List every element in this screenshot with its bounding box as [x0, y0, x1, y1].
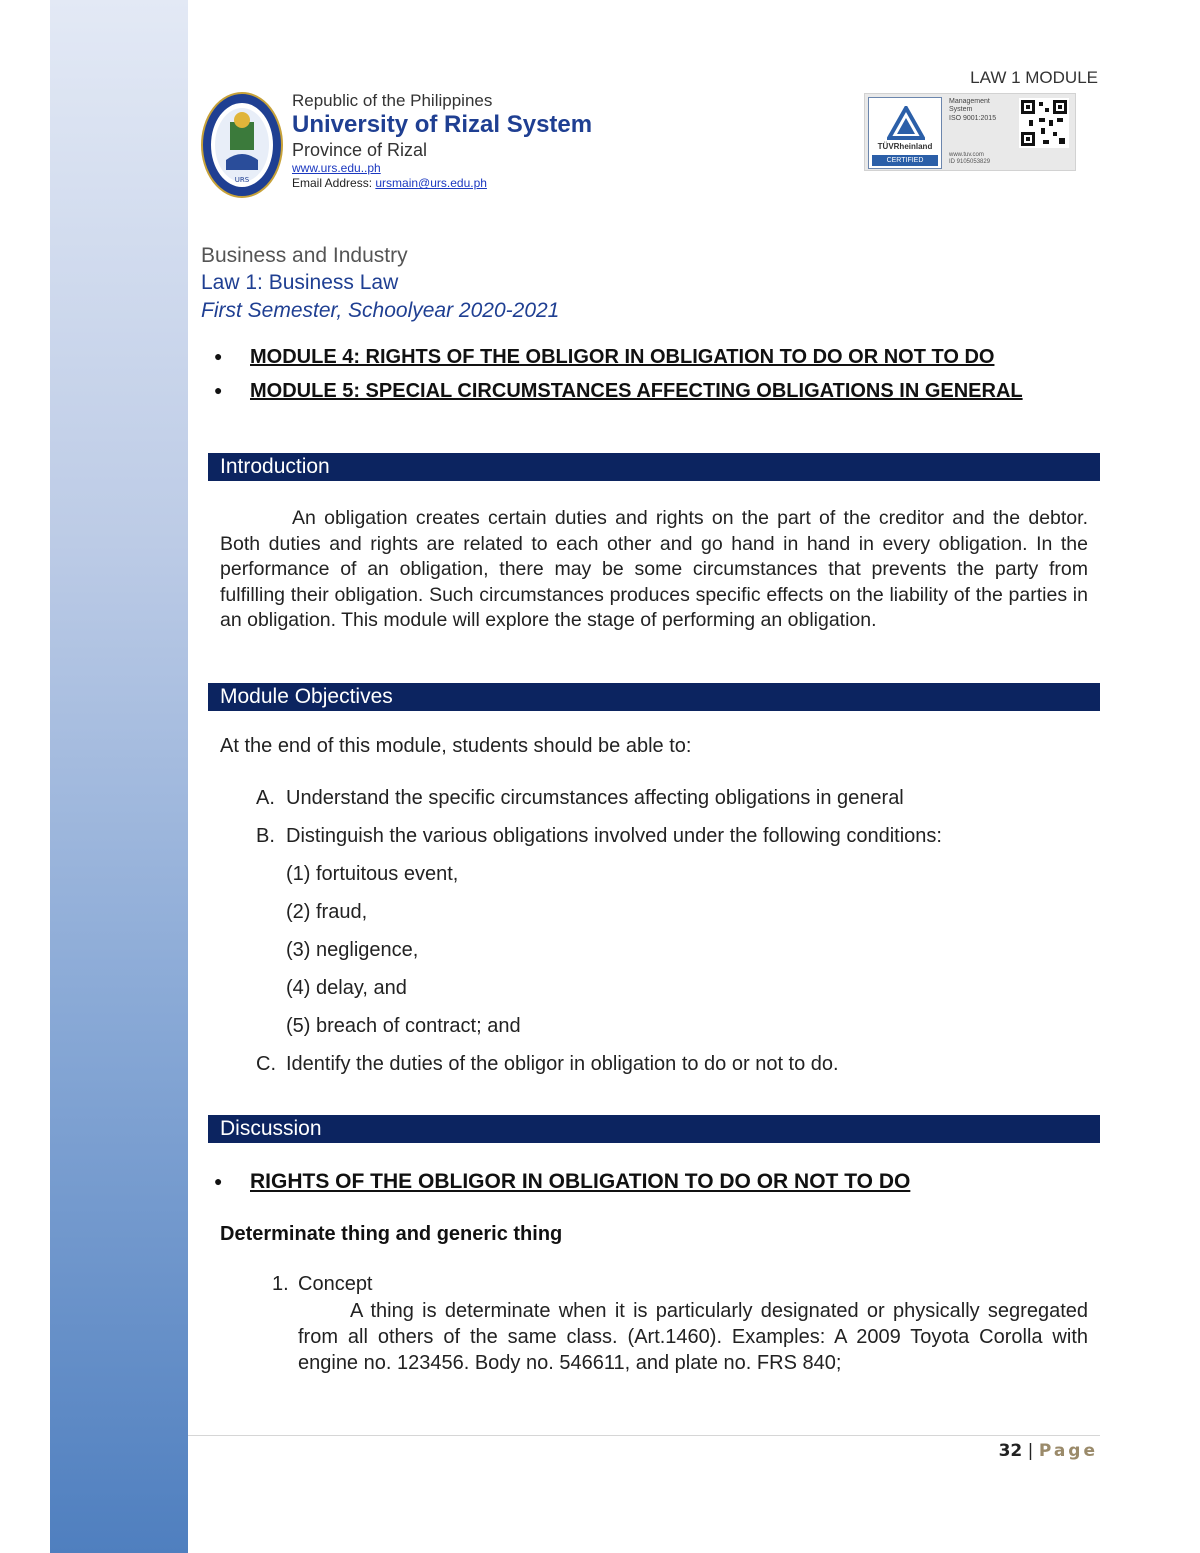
tuv-logo-name: TÜVRheinland [877, 142, 933, 151]
website-link[interactable]: www.urs.edu..ph [292, 161, 381, 176]
site-line: ID 9105053829 [949, 159, 991, 166]
bullet-icon: ● [214, 382, 223, 398]
module-tag: LAW 1 MODULE [970, 68, 1098, 87]
institution-header [292, 90, 592, 191]
module-list [214, 346, 1023, 414]
objective-letter: C. [256, 1053, 276, 1075]
objective-letter: A. [256, 787, 275, 809]
section-header-discussion: Discussion [208, 1115, 1100, 1143]
iso-certification-badge [864, 93, 1076, 171]
svg-text:URS: URS [234, 176, 250, 184]
condition-item: (5) breach of contract; and [286, 1015, 521, 1037]
objective-item [256, 825, 942, 848]
tuv-triangle-icon [887, 106, 925, 140]
footer-separator: | [1022, 1441, 1039, 1461]
condition-item: (1) fortuitous event, [286, 863, 459, 885]
email-link[interactable]: ursmain@urs.edu.ph [375, 176, 487, 191]
email-label: Email Address: [292, 176, 376, 191]
module-item [214, 346, 1023, 369]
objective-text: Understand the specific circumstances affecting obligations in general [286, 787, 904, 809]
system-line: Management [949, 98, 990, 105]
objective-text: Distinguish the various obligations involved under the following conditions: [286, 825, 942, 847]
page-label: Page [1038, 1441, 1098, 1461]
objective-text: Identify the duties of the obligor in obligation to do or not to do. [286, 1053, 839, 1075]
province-line: Province of Rizal [292, 139, 428, 160]
email-line [292, 176, 592, 191]
decorative-sidebar [50, 0, 188, 1553]
condition-item: (2) fraud, [286, 901, 368, 923]
discussion-heading [214, 1170, 910, 1194]
footer-divider [188, 1435, 1100, 1436]
page-number: 32 [998, 1441, 1023, 1461]
certified-label: CERTIFIED [872, 155, 938, 166]
discussion-subheading: Determinate thing and generic thing [220, 1223, 563, 1245]
department: Business and Industry [201, 244, 408, 267]
objective-item [256, 1053, 839, 1076]
objective-letter: B. [256, 825, 275, 847]
system-line: ISO 9001:2015 [949, 114, 997, 122]
management-system-text [949, 98, 996, 123]
semester: First Semester, Schoolyear 2020-2021 [201, 298, 560, 322]
condition-item: (4) delay, and [286, 977, 407, 999]
objective-item [256, 787, 904, 810]
bullet-icon: ● [214, 348, 223, 364]
introduction-paragraph: An obligation creates certain duties and rights on the part of the creditor and the debtor. Both duties and rights are related to each other and go hand in hand in every obligation. In the performance of an obligation, there may be some circumstances that prevents the party from fulfilling their obligation. Such circumstances produces specific effects on the liability of the parties in an obligation. This module will explore the stage of performing an obligation. [220, 507, 1088, 632]
bullet-icon: ● [214, 1173, 223, 1189]
page-left-margin [0, 0, 50, 1553]
concept-title: Concept [298, 1273, 373, 1295]
qr-code-icon [1019, 98, 1069, 148]
university-name: University of Rizal System [292, 111, 593, 139]
university-seal-logo [200, 90, 284, 200]
module-title: MODULE 4: RIGHTS OF THE OBLIGOR IN OBLIGATION TO DO OR NOT TO DO [250, 346, 995, 368]
page-footer [900, 1441, 1098, 1461]
discussion-heading-text: RIGHTS OF THE OBLIGOR IN OBLIGATION TO DO OR NOT TO DO [250, 1170, 911, 1193]
section-header-objectives: Module Objectives [208, 683, 1100, 711]
course-info [201, 242, 559, 324]
module-title: MODULE 5: SPECIAL CIRCUMSTANCES AFFECTING OBLIGATIONS IN GENERAL [250, 380, 1023, 402]
objectives-lead: At the end of this module, students should be able to: [220, 735, 692, 757]
system-line: System [949, 106, 973, 114]
tuv-logo [868, 97, 942, 169]
site-line: www.tuv.com [949, 152, 984, 158]
condition-item: (3) negligence, [286, 939, 419, 961]
course-title: Law 1: Business Law [201, 271, 399, 295]
section-header-introduction: Introduction [208, 453, 1100, 481]
concept-body: A thing is determinate when it is particularly designated or physically segregated from all others of the same class. (Art.1460). Examples: A 2009 Toyota Corolla with engine no. 123456. Body no. 546611, and plate no. FRS 840; [298, 1300, 1088, 1374]
republic-line: Republic of the Philippines [292, 91, 493, 110]
certification-site-text [949, 152, 990, 166]
concept-number: 1. [272, 1273, 289, 1295]
module-item [214, 380, 1023, 403]
